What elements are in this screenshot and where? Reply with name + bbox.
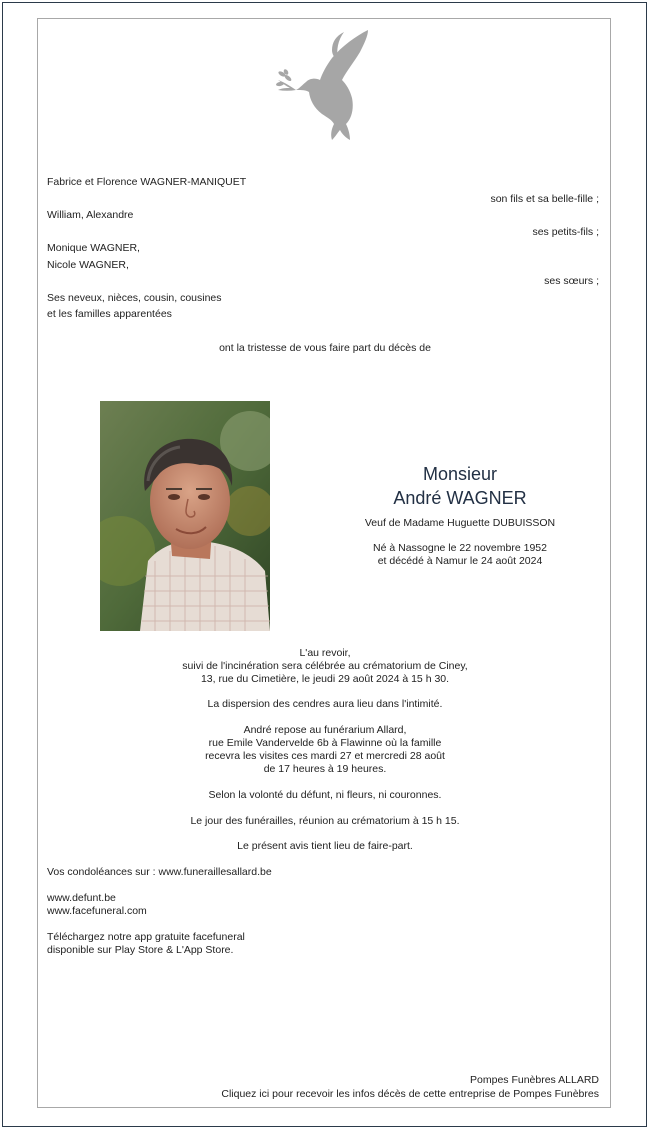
ceremony-line-1: L'au revoir, [299,647,351,659]
rest-line-3: recevra les visites ces mardi 27 et mercredi 28 août [205,750,445,762]
family-relation-sisters: ses sœurs ; [544,275,599,287]
dove-icon [276,28,372,146]
rest-line-2: rue Emile Vandervelde 6b à Flawinne où la famille [208,737,442,749]
family-line-sister-2: Nicole WAGNER, [47,259,129,271]
meeting-note: Le jour des funérailles, réunion au crématorium à 15 h 15. [190,815,460,827]
flowers-note: Selon la volonté du défunt, ni fleurs, ni couronnes. [208,789,442,801]
family-line-sister-1: Monique WAGNER, [47,242,140,254]
ceremony-line-3: 13, rue du Cimetière, le jeudi 29 août 2024 à 15 h 30. [200,673,450,685]
subscribe-link[interactable]: Cliquez ici pour recevoir les infos décès de cette entreprise de Pompes Funèbres [221,1088,599,1100]
app-promo-line-2: disponible sur Play Store & L'App Store. [47,944,234,956]
deceased-died: et décédé à Namur le 24 août 2024 [377,555,543,567]
ceremony-line-2: suivi de l'incinération sera célébrée au crématorium de Ciney, [182,660,468,672]
notice-note: Le présent avis tient lieu de faire-part. [237,840,413,852]
announcement: ont la tristesse de vous faire part du décès de [219,342,431,354]
funeral-home-name: Pompes Funèbres ALLARD [470,1074,599,1086]
dispersion-note: La dispersion des cendres aura lieu dans l'intimité. [207,698,443,710]
rest-line-4: de 17 heures à 19 heures. [263,763,387,775]
facefuneral-link[interactable]: www.facefuneral.com [47,905,147,917]
rest-line-1: André repose au funérarium Allard, [243,724,407,736]
app-promo-line-1: Téléchargez notre app gratuite facefuneral [47,931,245,943]
deceased-civility: Monsieur [422,464,498,484]
deceased-born: Né à Nassogne le 22 novembre 1952 [373,542,547,554]
family-line-grandsons: William, Alexandre [47,209,134,221]
family-line-relatives-1: Ses neveux, nièces, cousin, cousines [47,292,222,304]
family-line-son: Fabrice et Florence WAGNER-MANIQUET [47,176,247,188]
defunt-link[interactable]: www.defunt.be [47,892,116,904]
family-relation-son: son fils et sa belle-fille ; [490,193,599,205]
family-line-relatives-2: et les familles apparentées [47,308,172,320]
deceased-name: André WAGNER [393,488,527,508]
family-relation-grandsons: ses petits-fils ; [532,226,599,238]
deceased-photo [100,401,270,631]
condolences-link[interactable]: Vos condoléances sur : www.funeraillesallard.be [47,866,272,878]
deceased-widow: Veuf de Madame Huguette DUBUISSON [364,517,556,529]
